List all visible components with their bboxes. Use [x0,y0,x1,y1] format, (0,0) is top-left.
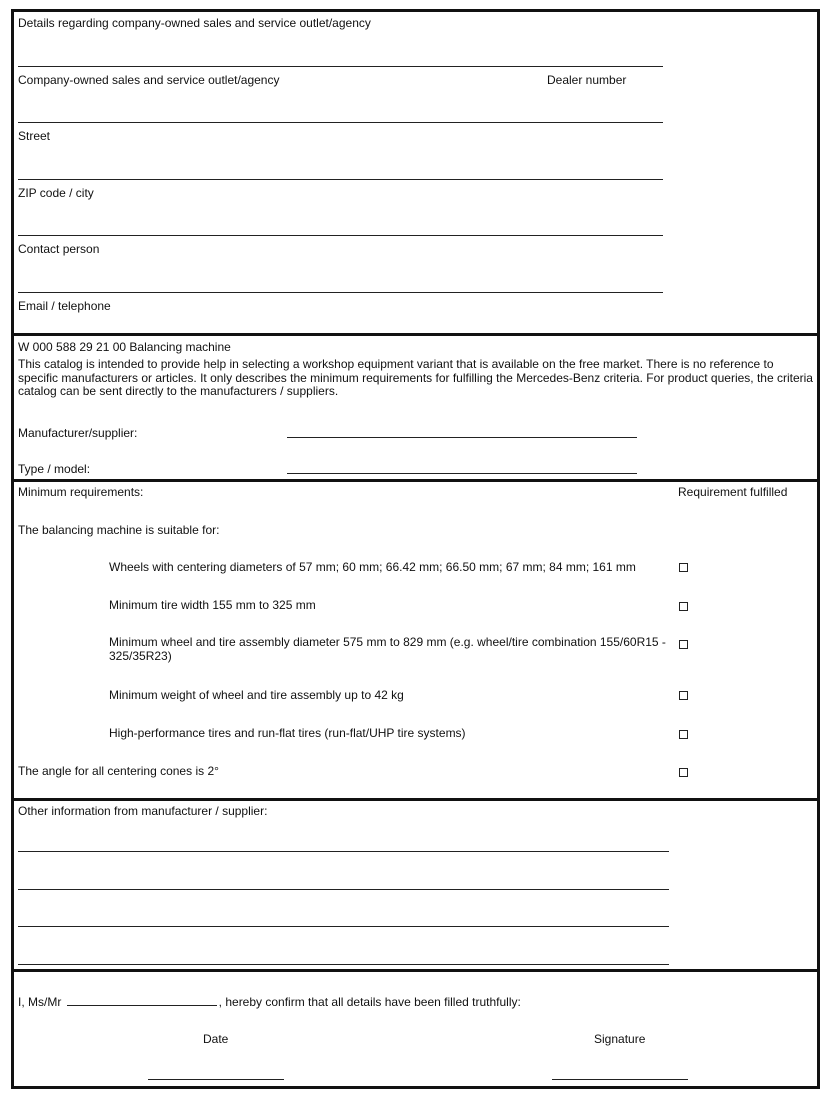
confirmation-prefix: I, Ms/Mr [18,995,62,1009]
requirements-intro: The balancing machine is suitable for: [18,523,220,537]
zip-city-label: ZIP code / city [18,186,94,200]
requirement-item-assembly-diameter: Minimum wheel and tire assembly diameter 575 mm to 829 mm (e.g. wheel/tire combination 155/60R15 - 325/35R23) [109,635,666,663]
date-line[interactable] [148,1079,284,1080]
requirement-checkbox-assembly-diameter[interactable] [679,640,688,649]
outlet-name-line[interactable] [18,66,663,67]
manufacturer-label: Manufacturer/supplier: [18,426,138,440]
confirmation-suffix: , hereby confirm that all details have been filled truthfully: [218,995,521,1009]
requirement-fulfilled-heading: Requirement fulfilled [678,485,788,499]
other-information-line-2[interactable] [18,889,669,890]
manufacturer-line[interactable] [287,437,637,438]
contact-person-line[interactable] [18,235,663,236]
other-information-line-3[interactable] [18,926,669,927]
email-telephone-line[interactable] [18,292,663,293]
requirements-section [11,479,820,801]
product-description: This catalog is intended to provide help in selecting a workshop equipment variant that is available on the free market. There is no reference to specific manufacturers or articles. It only describes the minimum requirements for fulfilling the Mercedes-Benz criteria. For product queries, the criteria catalog can be sent directly to the manufacturers / suppliers. [18,357,813,398]
requirement-item-assembly-weight: Minimum weight of wheel and tire assembly up to 42 kg [109,688,404,702]
email-telephone-label: Email / telephone [18,299,111,313]
confirmation-statement [18,994,521,1009]
product-section [11,333,820,482]
other-information-line-4[interactable] [18,964,669,965]
signature-label: Signature [594,1032,646,1046]
other-information-heading: Other information from manufacturer / supplier: [18,804,268,818]
contact-person-label: Contact person [18,242,100,256]
signature-line[interactable] [552,1079,688,1080]
other-information-line-1[interactable] [18,851,669,852]
outlet-name-label: Company-owned sales and service outlet/agency [18,73,280,87]
other-information-section [11,798,820,972]
street-label: Street [18,129,51,143]
date-label: Date [203,1032,229,1046]
type-model-line[interactable] [287,473,637,474]
street-line[interactable] [18,122,663,123]
dealer-details-section [11,9,820,336]
requirements-heading: Minimum requirements: [18,485,144,499]
requirement-checkbox-runflat-tires[interactable] [679,730,688,739]
name-input-line[interactable] [67,994,217,1006]
requirement-checkbox-tire-width[interactable] [679,602,688,611]
zip-city-line[interactable] [18,179,663,180]
confirmation-section [11,969,820,1089]
requirement-checkbox-centering-diameters[interactable] [679,563,688,572]
type-model-label: Type / model: [18,462,91,476]
dealer-number-label: Dealer number [547,73,627,87]
requirement-checkbox-assembly-weight[interactable] [679,691,688,700]
requirement-item-runflat-tires: High-performance tires and run-flat tires (run-flat/UHP tire systems) [109,726,466,740]
requirement-item-tire-width: Minimum tire width 155 mm to 325 mm [109,598,316,612]
dealer-details-heading: Details regarding company-owned sales and service outlet/agency [18,16,371,30]
requirement-checkbox-cone-angle[interactable] [679,768,688,777]
requirement-item-centering-diameters: Wheels with centering diameters of 57 mm; 60 mm; 66.42 mm; 66.50 mm; 67 mm; 84 mm; 161 mm [109,560,636,574]
product-title: W 000 588 29 21 00 Balancing machine [18,340,231,354]
requirement-item-cone-angle: The angle for all centering cones is 2° [18,764,219,778]
